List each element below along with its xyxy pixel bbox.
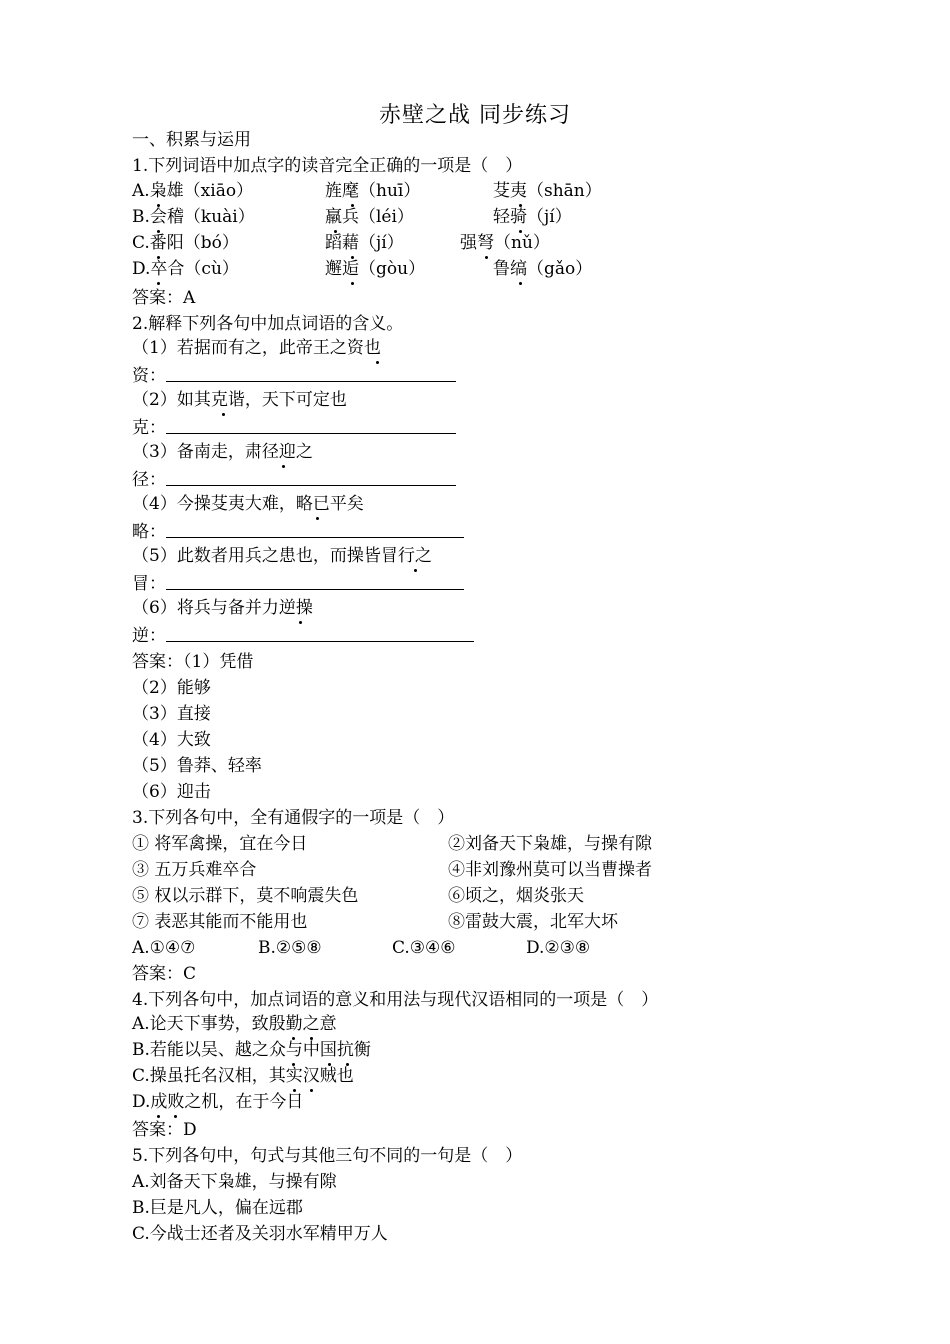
emphasis-dot <box>157 230 160 233</box>
q3-sentence: ⑥顷之，烟炎张天 <box>448 886 584 906</box>
q2-label: 略： <box>132 522 166 542</box>
q5-option: B.巨是凡人，偏在远郡 <box>132 1198 303 1218</box>
q1-option: 轻骑（jí） <box>493 207 572 227</box>
emphasis-dot <box>351 204 354 207</box>
q3-row <box>132 884 732 908</box>
emphasis-dot <box>328 1063 331 1066</box>
emphasis-dot <box>346 1063 349 1066</box>
q2-answer: （2）能够 <box>132 678 211 698</box>
q1-option: B.会稽（kuài） <box>132 207 255 227</box>
q5-option: A.刘备天下枭雄，与操有隙 <box>132 1172 337 1192</box>
q3-answer: 答案：C <box>132 964 197 984</box>
q2-label: 径： <box>132 470 166 490</box>
emphasis-dot <box>157 1115 160 1118</box>
emphasis-dot <box>157 204 160 207</box>
emphasis-dot <box>519 282 522 285</box>
q2-answer: （3）直接 <box>132 704 211 724</box>
q2-sentence: （1）若据而有之，此帝王之资也 <box>132 338 381 358</box>
q2-stem: 2.解释下列各句中加点词语的含义。 <box>132 314 404 334</box>
q3-sentence: ②刘备天下枭雄，与操有隙 <box>448 834 652 854</box>
q1-option: D.卒合（cù） <box>132 259 239 279</box>
q1-option: 鲁缟（gǎo） <box>493 259 593 279</box>
q1-stem: 1.下列词语中加点字的读音完全正确的一项是（ ） <box>132 156 523 176</box>
answer-blank[interactable] <box>166 381 456 382</box>
emphasis-dot <box>222 413 225 416</box>
emphasis-dot <box>316 517 319 520</box>
q4-option: B.若能以吴、越之众与中国抗衡 <box>132 1040 371 1060</box>
q1-option: 芟夷（shān） <box>493 181 602 201</box>
q2-label: 资： <box>132 366 166 386</box>
emphasis-dot <box>292 1037 295 1040</box>
q2-answer: （5）鲁莽、轻率 <box>132 756 262 776</box>
q4-option: D.成败之机，在于今日 <box>132 1092 304 1112</box>
emphasis-dot <box>157 282 160 285</box>
emphasis-dot <box>282 465 285 468</box>
q3-option: C.③④⑥ <box>392 938 456 958</box>
q2-sentence: （6）将兵与备并力逆操 <box>132 598 313 618</box>
q1-answer: 答案：A <box>132 288 196 308</box>
q2-sentence: （4）今操芟夷大难，略已平矣 <box>132 494 364 514</box>
emphasis-dot <box>351 282 354 285</box>
answer-blank[interactable] <box>166 641 474 642</box>
q3-sentence: ⑧雷鼓大震，北军大坏 <box>448 912 618 932</box>
q3-row <box>132 832 732 856</box>
emphasis-dot <box>310 1037 313 1040</box>
q4-answer: 答案：D <box>132 1120 197 1140</box>
q2-answer: （6）迎击 <box>132 782 211 802</box>
q2-sentence: （5）此数者用兵之患也，而操皆冒行之 <box>132 546 432 566</box>
emphasis-dot <box>485 256 488 259</box>
q2-label: 逆： <box>132 626 166 646</box>
emphasis-dot <box>519 230 522 233</box>
q1-option: 羸兵（léi） <box>325 207 414 227</box>
q1-option: 邂逅（gòu） <box>325 259 426 279</box>
q3-options <box>132 936 732 960</box>
q5-stem: 5.下列各句中，句式与其他三句不同的一句是（ ） <box>132 1146 523 1166</box>
q3-sentence: ⑦ 表恶其能而不能用也 <box>132 912 308 932</box>
emphasis-dot <box>299 621 302 624</box>
q1-option: 旌麾（huī） <box>325 181 421 201</box>
q3-sentence: ③ 五万兵难卒合 <box>132 860 257 880</box>
answer-blank[interactable] <box>166 433 456 434</box>
q3-option: D.②③⑧ <box>526 938 591 958</box>
emphasis-dot <box>376 361 379 364</box>
q2-answer: 答案：（1）凭借 <box>132 652 254 672</box>
q4-option: C.操虽托名汉相，其实汉贼也 <box>132 1066 354 1086</box>
q2-sentence: （2）如其克谐，天下可定也 <box>132 390 347 410</box>
q1-row <box>132 205 832 229</box>
answer-blank[interactable] <box>166 537 464 538</box>
emphasis-dot <box>293 1089 296 1092</box>
emphasis-dot <box>414 569 417 572</box>
q5-option: C.今战士还者及关羽水军精甲万人 <box>132 1224 388 1244</box>
q2-answer: （4）大致 <box>132 730 211 750</box>
emphasis-dot <box>310 1089 313 1092</box>
q1-option: 强弩（nǔ） <box>460 233 550 253</box>
emphasis-dot <box>174 1115 177 1118</box>
q3-option: B.②⑤⑧ <box>258 938 322 958</box>
q3-option: A.①④⑦ <box>132 938 196 958</box>
document-title: 赤壁之战 同步练习 <box>379 103 571 128</box>
answer-blank[interactable] <box>166 589 464 590</box>
emphasis-dot <box>292 1063 295 1066</box>
q1-option: 蹈藉（jí） <box>325 233 404 253</box>
q1-option: C.番阳（bó） <box>132 233 239 253</box>
q3-row <box>132 910 732 934</box>
answer-blank[interactable] <box>166 485 456 486</box>
q3-stem: 3.下列各句中，全有通假字的一项是（ ） <box>132 808 455 828</box>
q1-option: A.枭雄（xiāo） <box>132 181 254 201</box>
q3-sentence: ⑤ 权以示群下，莫不响震失色 <box>132 886 359 906</box>
emphasis-dot <box>351 256 354 259</box>
emphasis-dot <box>519 204 522 207</box>
q2-label: 克： <box>132 418 166 438</box>
q3-sentence: ④非刘豫州莫可以当曹操者 <box>448 860 652 880</box>
emphasis-dot <box>334 230 337 233</box>
q4-stem: 4.下列各句中，加点词语的意义和用法与现代汉语相同的一项是（ ） <box>132 990 659 1010</box>
emphasis-dot <box>157 256 160 259</box>
q3-row <box>132 858 732 882</box>
q4-option: A.论天下事势，致殷勤之意 <box>132 1014 337 1034</box>
q1-row <box>132 231 832 255</box>
q3-sentence: ① 将军禽操，宜在今日 <box>132 834 308 854</box>
q1-row <box>132 257 832 281</box>
section-heading: 一、积累与运用 <box>132 130 251 150</box>
q1-row <box>132 179 832 203</box>
q2-sentence: （3）备南走，肃径迎之 <box>132 442 313 462</box>
q2-label: 冒： <box>132 574 166 594</box>
